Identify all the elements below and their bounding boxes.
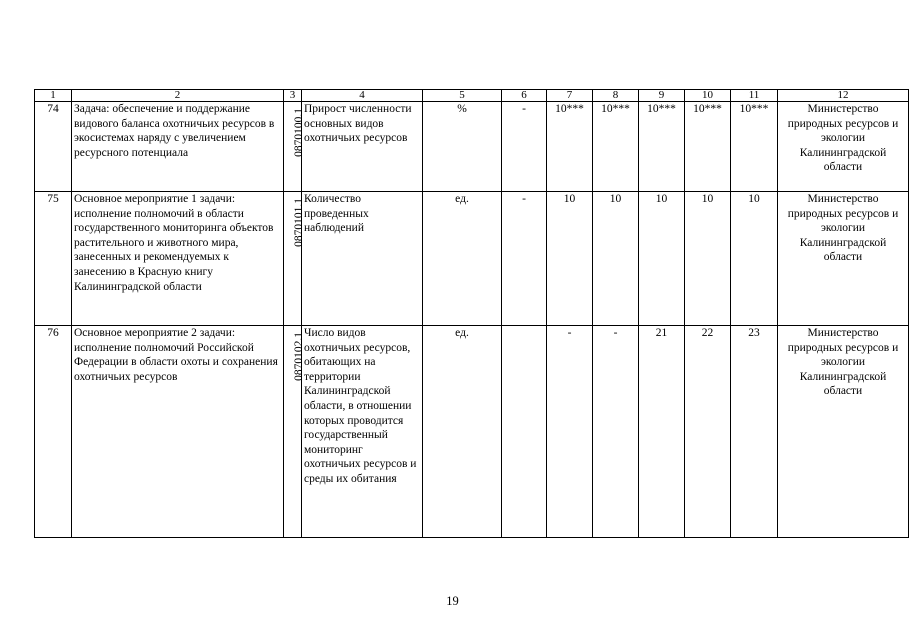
header-cell-11: 11 [731, 90, 778, 102]
row-indicator: Прирост численности основных видов охотничьих ресурсов [302, 102, 423, 192]
header-cell-1: 1 [35, 90, 72, 102]
row-responsible: Министерство природных ресурсов и экологии Калининградской области [778, 326, 909, 538]
header-cell-5: 5 [423, 90, 502, 102]
row-code-cell [284, 102, 305, 192]
row-unit: ед. [423, 192, 502, 326]
row-col6 [502, 326, 547, 538]
row-unit: % [423, 102, 502, 192]
row-responsible: Министерство природных ресурсов и экологии Калининградской области [778, 102, 909, 192]
row-indicator: Число видов охотничьих ресурсов, обитающих на территории Калининградской области, в отношении которых проводится государственный мониторинг охотничьих ресурсов и среды их обитания [302, 326, 423, 538]
header-cell-7: 7 [547, 90, 593, 102]
row-name: Основное мероприятие 1 задачи: исполнение полномочий в области государственного мониторинга объектов растительного и животного мира, занесенных и рекомендуемых к занесению в Красную книгу Калининградской области [72, 192, 284, 326]
row-number: 74 [35, 102, 72, 192]
header-cell-8: 8 [593, 90, 639, 102]
header-cell-10: 10 [685, 90, 731, 102]
row-col11: 23 [731, 326, 778, 538]
header-cell-9: 9 [639, 90, 685, 102]
row-code-cell [284, 326, 305, 538]
row-col7: - [547, 326, 593, 538]
table-header-row [35, 90, 909, 102]
page-number: 19 [446, 594, 459, 608]
row-number: 75 [35, 192, 72, 326]
row-responsible: Министерство природных ресурсов и экологии Калининградской области [778, 192, 909, 326]
table-row [35, 192, 909, 326]
row-col7: 10 [547, 192, 593, 326]
row-unit: ед. [423, 326, 502, 538]
table-row [35, 326, 909, 538]
row-col6: - [502, 102, 547, 192]
row-name: Задача: обеспечение и поддержание видового баланса охотничьих ресурсов в экосистемах наряду с увеличением ресурсного потенциала [72, 102, 284, 192]
row-col9: 10 [639, 192, 685, 326]
row-name: Основное мероприятие 2 задачи: исполнение полномочий Российской Федерации в области охоты и сохранения охотничьих ресурсов [72, 326, 284, 538]
row-col10: 22 [685, 326, 731, 538]
row-col8: - [593, 326, 639, 538]
row-code: 0870100.1 [292, 108, 305, 157]
header-cell-3: 3 [284, 90, 302, 102]
row-col8: 10*** [593, 102, 639, 192]
row-code: 0870102.1 [292, 332, 305, 381]
row-col9: 21 [639, 326, 685, 538]
row-code: 0870101.1 [292, 198, 305, 247]
row-col10: 10*** [685, 102, 731, 192]
header-cell-12: 12 [778, 90, 909, 102]
row-number: 76 [35, 326, 72, 538]
header-cell-4: 4 [302, 90, 423, 102]
row-col8: 10 [593, 192, 639, 326]
row-col10: 10 [685, 192, 731, 326]
row-col9: 10*** [639, 102, 685, 192]
row-col11: 10*** [731, 102, 778, 192]
row-col6: - [502, 192, 547, 326]
indicators-table [34, 89, 909, 538]
row-code-cell [284, 192, 305, 326]
table-row [35, 102, 909, 192]
row-col11: 10 [731, 192, 778, 326]
row-indicator: Количество проведенных наблюдений [302, 192, 423, 326]
header-cell-6: 6 [502, 90, 547, 102]
row-col7: 10*** [547, 102, 593, 192]
header-cell-2: 2 [72, 90, 284, 102]
